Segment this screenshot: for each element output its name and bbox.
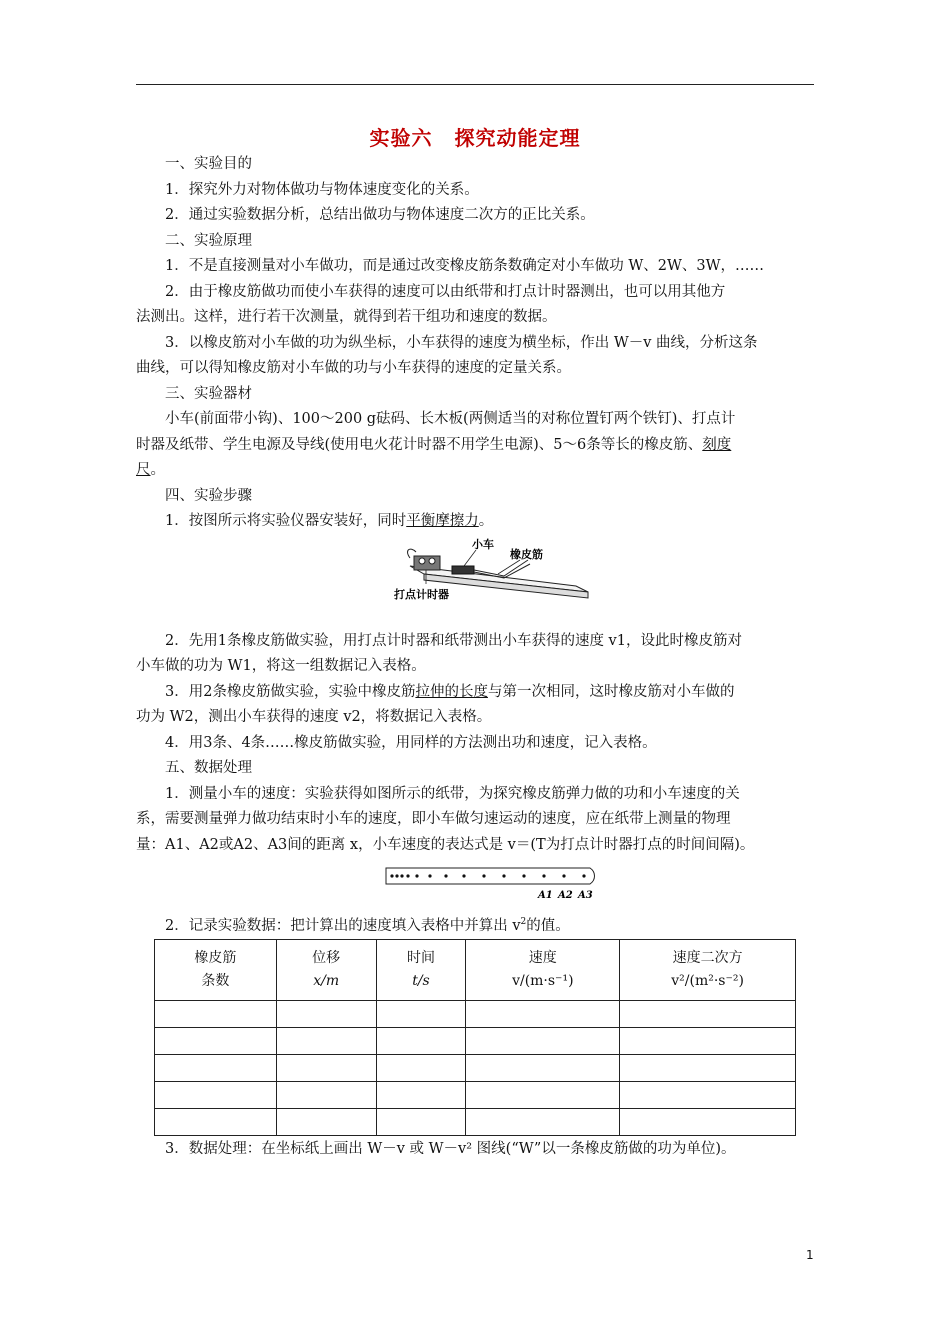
- sec2-item2-line1: 2．由于橡皮筋做功而使小车获得的速度可以由纸带和打点计时器测出，也可以用其他方: [165, 284, 726, 300]
- sec3-line3: [136, 458, 814, 484]
- table-header-cell: 速度二次方 v²/(m²·s⁻²): [620, 940, 796, 1001]
- sec5-item1-line1: 1．测量小车的速度：实验获得如图所示的纸带，为探究橡皮筋弹力做的功和小车速度的关: [165, 786, 740, 802]
- timer-block: [414, 556, 440, 570]
- header-rule: [136, 84, 814, 85]
- sec3-line3-text: 。: [150, 462, 165, 478]
- sec2-item3-line1: 3．以橡皮筋对小车做的功为纵坐标，小车获得的速度为横坐标，作出 W－v 曲线，分析这条: [165, 335, 758, 351]
- apparatus-figure: [380, 536, 590, 608]
- sec2-item3-line2: 曲线，可以得知橡皮筋对小车做的功与小车获得的速度的定量关系。: [136, 360, 571, 376]
- tape-label-a3: A3: [578, 890, 593, 901]
- label-car: 小车: [472, 538, 494, 551]
- sec4-item3-line1: [136, 680, 814, 706]
- sec2-item2-line2: 法测出。这样，进行若干次测量，就得到若干组功和速度的数据。: [136, 309, 557, 325]
- tape-label-a2: A2: [558, 890, 573, 901]
- timer-knob-2: [429, 558, 435, 564]
- sec1-item2: 2．通过实验数据分析，总结出做功与物体速度二次方的正比关系。: [165, 207, 595, 223]
- sec4-item1-end: 。: [478, 513, 494, 529]
- sec5-item2-end: 的值。: [526, 917, 570, 934]
- title-part-b: 探究动能定理: [454, 126, 581, 150]
- table-row: [155, 1028, 796, 1055]
- sec1-heading: 一、实验目的: [165, 156, 252, 172]
- table-row: [155, 1001, 796, 1028]
- sec5-item1-line2: 系，需要测量弹力做功结束时小车的速度，即小车做匀速运动的速度，应在纸带上测量的物理: [136, 811, 731, 827]
- label-band: 橡皮筋: [510, 548, 543, 561]
- table-header-row: [155, 940, 796, 1001]
- sec4-item3-underlined: 拉伸的长度: [415, 684, 488, 700]
- car-shape: [452, 566, 474, 574]
- tape-label-a1: A1: [538, 890, 553, 901]
- sec4-heading: 四、实验步骤: [165, 488, 252, 504]
- sec3-line1: 小车(前面带小钩)、100～200 g砝码、长木板(两侧适当的对称位置钉两个铁钉)、打点计: [165, 411, 736, 427]
- sec4-item1-underlined: 平衡摩擦力: [406, 513, 479, 529]
- sec5-item1-line3: 量：A1、A2或A2、A3间的距离 x，小车速度的表达式是 v＝(T为打点计时器打点的时间间隔)。: [136, 837, 755, 853]
- sec5-item2-sup: 2: [520, 917, 527, 927]
- page-title: [0, 122, 950, 151]
- table-row: [155, 1109, 796, 1136]
- table-header-cell: 时间 t/s: [376, 940, 466, 1001]
- sec4-item3-text: 3．用2条橡皮筋做实验，实验中橡皮筋: [165, 684, 416, 700]
- timer-knob: [419, 558, 425, 564]
- sec4-item1: [136, 509, 814, 535]
- sec2-heading: 二、实验原理: [165, 233, 252, 249]
- sec5-item2-text: 2．记录实验数据：把计算出的速度填入表格中并算出 v: [165, 917, 521, 934]
- sec4-item3-text-end: 与第一次相同，这时橡皮筋对小车做的: [487, 684, 735, 700]
- leader-car: [464, 550, 476, 566]
- sec4-item4: 4．用3条、4条……橡皮筋做实验，用同样的方法测出功和速度，记入表格。: [165, 735, 657, 751]
- page-number: 1: [806, 1248, 814, 1262]
- data-table: [154, 939, 796, 1136]
- title-part-a: 实验六: [369, 126, 433, 150]
- sec2-item1: 1．不是直接测量对小车做功，而是通过改变橡皮筋条数确定对小车做功 W、2W、3W，……: [165, 258, 764, 274]
- sec4-item2-line2: 小车做的功为 W1，将这一组数据记入表格。: [136, 658, 426, 674]
- label-timer: 打点计时器: [394, 588, 449, 601]
- sec1-item1: 1．探究外力对物体做功与物体速度变化的关系。: [165, 182, 479, 198]
- sec4-item1-text: 1．按图所示将实验仪器安装好，同时: [165, 513, 407, 529]
- sec3-line2: [136, 433, 814, 459]
- sec3-line2-underlined: 刻度: [702, 437, 732, 453]
- sec3-heading: 三、实验器材: [165, 386, 252, 402]
- table-header-cell: 位移 x/m: [276, 940, 376, 1001]
- sec4-item2-line1: 2．先用1条橡皮筋做实验，用打点计时器和纸带测出小车获得的速度 v1，设此时橡皮筋对: [165, 633, 742, 649]
- table-header-cell: 橡皮筋 条数: [155, 940, 277, 1001]
- sec5-heading: 五、数据处理: [165, 760, 252, 776]
- sec4-item3-line2: 功为 W2，测出小车获得的速度 v2，将数据记入表格。: [136, 709, 492, 725]
- paper-tape-figure: [384, 864, 598, 906]
- table-header-cell: 速度 v/(m·s⁻¹): [466, 940, 620, 1001]
- sec5-item2: [136, 910, 814, 939]
- sec5-item3: 3．数据处理：在坐标纸上画出 W－v 或 W－v² 图线(“W”以一条橡皮筋做的功为单位)。: [165, 1141, 736, 1157]
- sec3-line2-text: 时器及纸带、学生电源及导线(使用电火花计时器不用学生电源)、5～6条等长的橡皮筋、: [136, 437, 703, 453]
- table-row: [155, 1055, 796, 1082]
- table-row: [155, 1082, 796, 1109]
- sec3-line3-underlined: 尺: [136, 462, 151, 478]
